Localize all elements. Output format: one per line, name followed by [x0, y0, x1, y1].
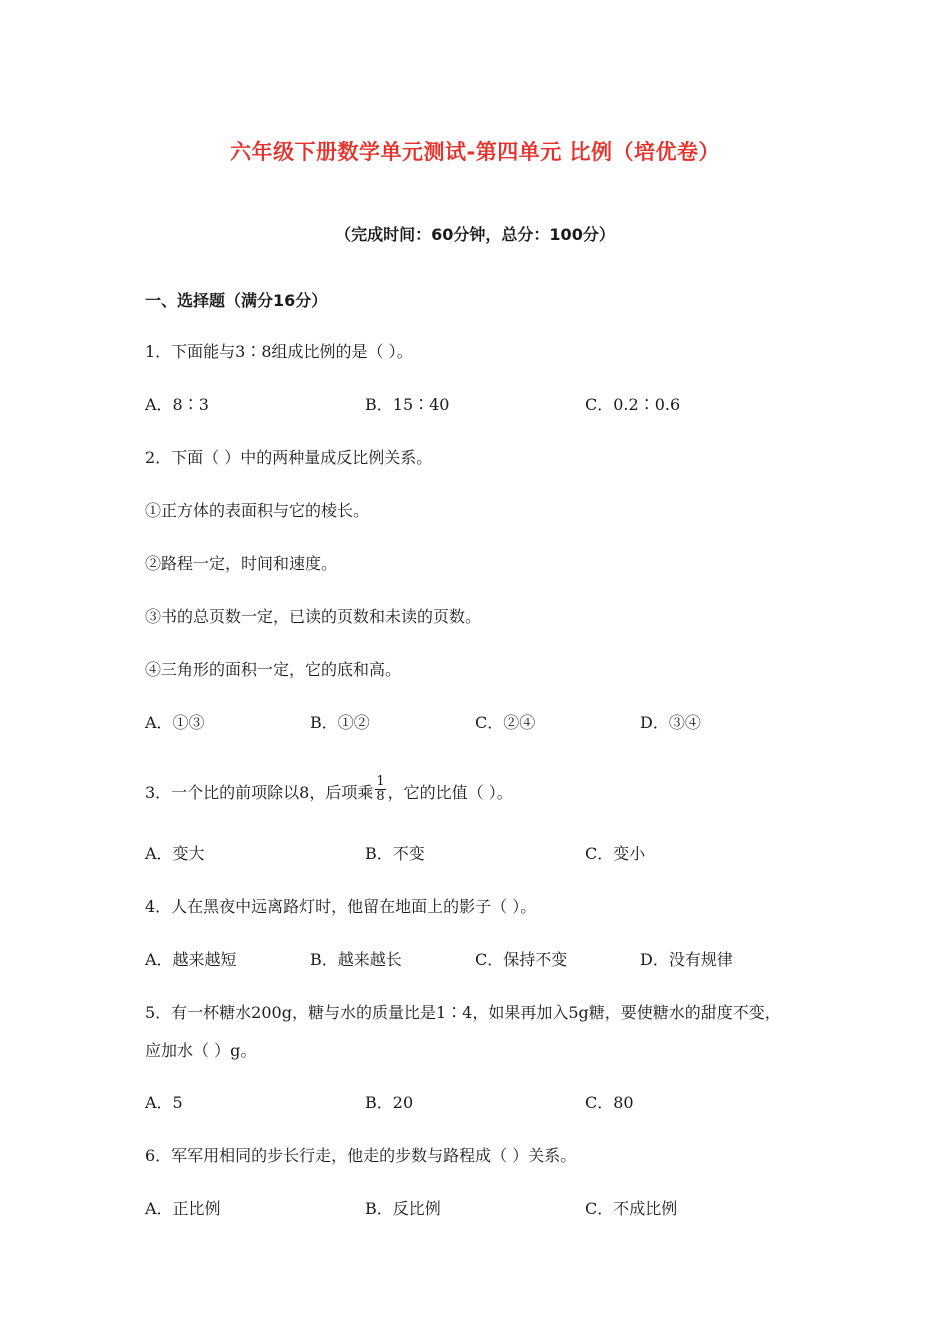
question-2-item-3: ③书的总页数一定，已读的页数和未读的页数。 — [145, 607, 482, 626]
question-4-option-d: D．没有规律 — [640, 950, 733, 969]
question-2-stem: 2．下面（ ）中的两种量成反比例关系。 — [145, 448, 433, 467]
question-5-option-c: C．80 — [585, 1093, 634, 1112]
question-2-option-a: A．①③ — [145, 713, 205, 732]
fraction-numerator: 1 — [376, 774, 385, 789]
question-1-stem: 1．下面能与3∶8组成比例的是（ ）。 — [145, 342, 413, 361]
question-4-option-a: A．越来越短 — [145, 950, 237, 969]
exam-info: （完成时间：60分钟，总分：100分） — [335, 225, 615, 244]
question-3-option-c: C．变小 — [585, 844, 646, 863]
question-2-option-b: B．①② — [310, 713, 370, 732]
fraction-denominator: 8 — [376, 789, 385, 804]
question-3-stem — [145, 774, 513, 808]
question-2-item-4: ④三角形的面积一定，它的底和高。 — [145, 660, 402, 679]
question-1-option-a: A．8∶3 — [145, 395, 209, 414]
question-4-option-b: B．越来越长 — [310, 950, 402, 969]
question-6-option-b: B．反比例 — [365, 1199, 441, 1218]
page-title: 六年级下册数学单元测试-第四单元 比例（培优卷） — [229, 140, 721, 164]
section-heading: 一、选择题（满分16分） — [145, 291, 328, 310]
question-4-stem: 4．人在黑夜中远离路灯时，他留在地面上的影子（ ）。 — [145, 897, 537, 916]
question-2-option-c: C．②④ — [475, 713, 536, 732]
question-1-option-b: B．15∶40 — [365, 395, 450, 414]
question-5-option-a: A．5 — [145, 1093, 183, 1112]
question-3-option-b: B．不变 — [365, 844, 425, 863]
question-2-item-1: ①正方体的表面积与它的棱长。 — [145, 501, 370, 520]
question-2-item-2: ②路程一定，时间和速度。 — [145, 554, 338, 573]
question-5-option-b: B．20 — [365, 1093, 414, 1112]
fraction-one-eighth — [375, 775, 385, 804]
question-6-stem: 6．军军用相同的步长行走，他走的步数与路程成（ ）关系。 — [145, 1146, 577, 1165]
question-3-stem-before: 3．一个比的前项除以8，后项乘 — [145, 783, 374, 802]
question-4-option-c: C．保持不变 — [475, 950, 568, 969]
question-1-option-c: C．0.2∶0.6 — [585, 395, 681, 414]
question-3-option-a: A．变大 — [145, 844, 205, 863]
question-6-option-a: A．正比例 — [145, 1199, 221, 1218]
question-5-stem-line-2: 应加水（ ）g。 — [145, 1041, 257, 1060]
question-3-stem-after: ，它的比值（ ）。 — [387, 783, 513, 802]
question-5-stem-line-1: 5．有一杯糖水200g，糖与水的质量比是1∶4，如果再加入5g糖，要使糖水的甜度不变， — [145, 1003, 781, 1022]
question-6-option-c: C．不成比例 — [585, 1199, 678, 1218]
question-2-option-d: D．③④ — [640, 713, 701, 732]
